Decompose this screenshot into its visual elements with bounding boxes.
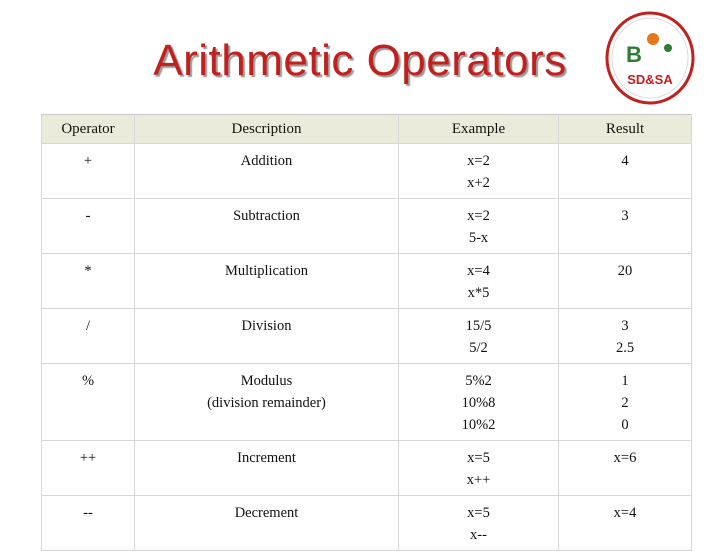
logo — [604, 10, 696, 106]
example-cell — [399, 309, 559, 364]
description-cell — [135, 364, 399, 441]
description-cell — [135, 496, 399, 551]
logo-sun-icon — [647, 33, 659, 45]
result-cell — [559, 254, 692, 309]
operator-cell: ++ — [42, 441, 135, 496]
description-cell — [135, 144, 399, 199]
operator-cell: -- — [42, 496, 135, 551]
example-line: x++ — [466, 472, 491, 488]
example-line: 5/2 — [469, 340, 488, 356]
description-line: Addition — [240, 153, 293, 169]
table-body — [42, 144, 692, 551]
example-cell — [399, 496, 559, 551]
operator-cell: - — [42, 199, 135, 254]
example-line: x=2 — [467, 153, 490, 169]
result-cell — [559, 441, 692, 496]
logo-letter: B — [626, 42, 642, 67]
result-cell — [559, 309, 692, 364]
header-description: Description — [135, 115, 399, 144]
example-line: x=4 — [467, 263, 490, 279]
header-result: Result — [559, 115, 692, 144]
logo-ring — [607, 13, 693, 103]
result-line: 20 — [617, 263, 633, 279]
table-row — [42, 199, 692, 254]
result-line: x=4 — [613, 505, 637, 521]
description-cell — [135, 309, 399, 364]
table-header-row — [42, 115, 692, 144]
logo-graphic — [604, 10, 696, 106]
operators-table — [41, 114, 692, 551]
result-cell — [559, 496, 692, 551]
result-line: 1 — [621, 373, 629, 389]
header-operator: Operator — [42, 115, 135, 144]
result-line: x=6 — [613, 450, 637, 466]
operator-cell: + — [42, 144, 135, 199]
description-line: Multiplication — [225, 263, 308, 279]
logo-caption: SD&SA — [627, 72, 673, 87]
example-cell — [399, 364, 559, 441]
example-line: 5-x — [468, 230, 489, 246]
description-cell — [135, 254, 399, 309]
example-line: 5%2 — [465, 373, 492, 389]
result-line: 2.5 — [615, 340, 635, 356]
example-line: 15/5 — [465, 318, 492, 334]
result-line: 3 — [621, 318, 629, 334]
example-cell — [399, 144, 559, 199]
header-example: Example — [399, 115, 559, 144]
result-cell — [559, 199, 692, 254]
example-cell — [399, 441, 559, 496]
slide-title: Arithmetic Operators — [153, 36, 567, 85]
operator-cell: * — [42, 254, 135, 309]
example-cell — [399, 254, 559, 309]
result-line: 3 — [621, 208, 629, 224]
example-line: x*5 — [467, 285, 490, 301]
result-line: 4 — [621, 153, 629, 169]
description-line: (division remainder) — [207, 395, 326, 411]
table-row — [42, 254, 692, 309]
example-line: x=5 — [467, 505, 490, 521]
example-line: x=2 — [467, 208, 490, 224]
example-line: x=5 — [467, 450, 490, 466]
logo-dot-icon — [664, 44, 672, 52]
example-line: 10%2 — [461, 417, 496, 433]
result-cell — [559, 144, 692, 199]
operator-cell: / — [42, 309, 135, 364]
description-line: Subtraction — [233, 208, 300, 224]
table-row — [42, 144, 692, 199]
description-line: Increment — [237, 450, 296, 466]
operator-cell: % — [42, 364, 135, 441]
result-cell — [559, 364, 692, 441]
example-cell — [399, 199, 559, 254]
result-line: 2 — [621, 395, 629, 411]
table-row — [42, 364, 692, 441]
result-line: 0 — [621, 417, 629, 433]
example-line: x-- — [470, 527, 487, 543]
description-cell — [135, 199, 399, 254]
table-row — [42, 496, 692, 551]
example-line: x+2 — [467, 175, 490, 191]
description-cell — [135, 441, 399, 496]
table-row — [42, 441, 692, 496]
description-line: Division — [241, 318, 292, 334]
table-row — [42, 309, 692, 364]
example-line: 10%8 — [461, 395, 496, 411]
description-line: Modulus — [240, 373, 293, 389]
description-line: Decrement — [234, 505, 299, 521]
